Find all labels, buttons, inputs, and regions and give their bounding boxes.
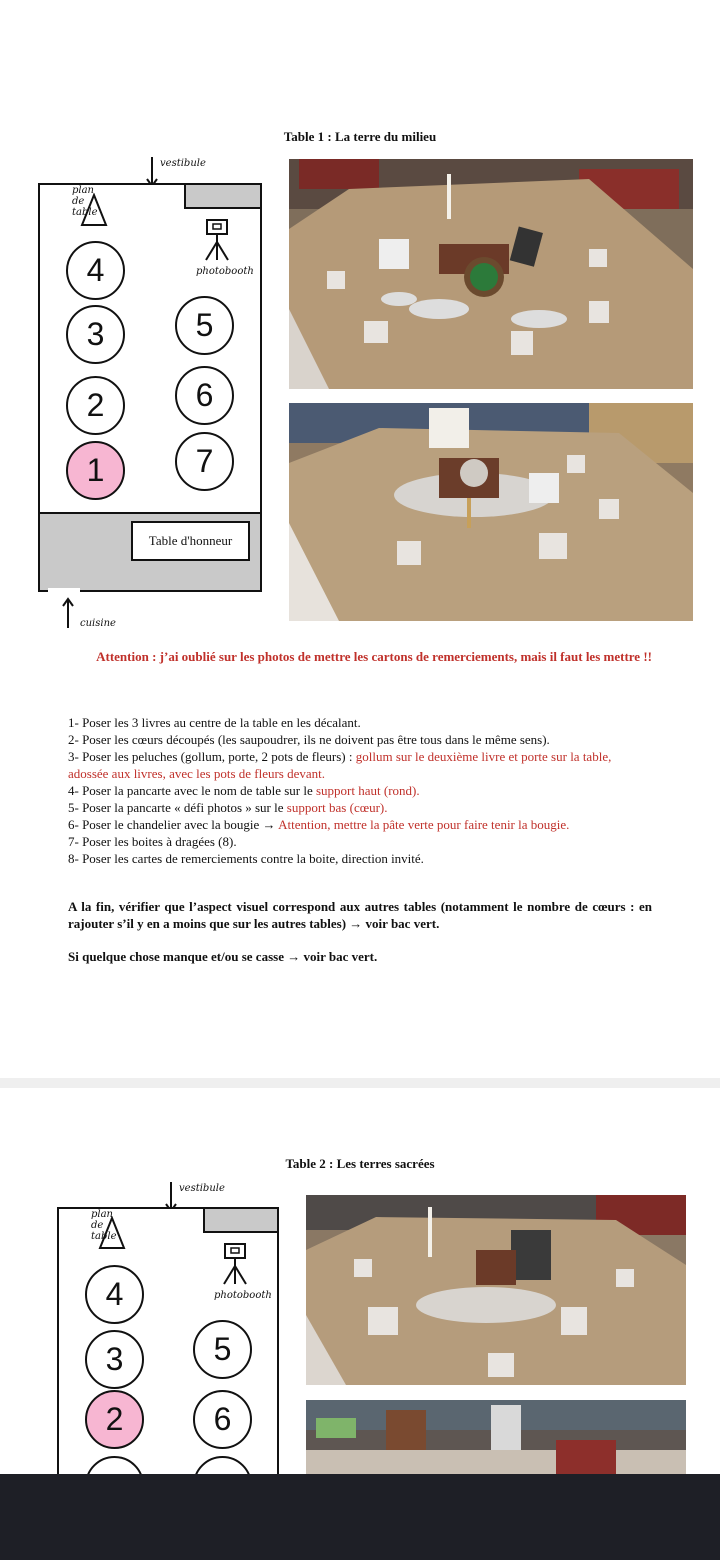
table-1-highlighted: 1: [66, 441, 125, 500]
table-5: 5: [175, 296, 234, 355]
instruction-step: [68, 850, 652, 867]
step-text: 3- Poser les peluches (gollum, porte, 2 pots de fleurs) :: [68, 749, 356, 764]
table-4: 4: [85, 1265, 144, 1324]
table-2: 2: [66, 376, 125, 435]
easel-triangle-icon: [80, 193, 108, 227]
page-title: Table 2 : Les terres sacrées: [285, 1156, 435, 1171]
missing-items-text: Si quelque chose manque et/ou se casse → voir bac vert.: [68, 949, 378, 964]
instruction-step: [68, 748, 652, 782]
document-page-2: [0, 1088, 720, 1474]
step-highlight: Attention, mettre la pâte verte pour faire tenir la bougie.: [278, 817, 570, 832]
step-text: 7- Poser les boites à dragées (8).: [68, 834, 237, 849]
table-4: 4: [66, 241, 125, 300]
instruction-step: [68, 782, 652, 799]
step-highlight: support haut (rond).: [315, 783, 420, 798]
instruction-step: [68, 799, 652, 816]
instruction-list: [68, 714, 652, 867]
step-text: 2- Poser les cœurs découpés (les saupoudrer, ils ne doivent pas être tous dans le même sens).: [68, 732, 550, 747]
photobooth-label: photobooth: [196, 266, 254, 277]
table-2-highlighted: 2: [85, 1390, 144, 1449]
table-3: 3: [66, 305, 125, 364]
instruction-step: [68, 714, 652, 731]
page-separator: [0, 1078, 720, 1088]
entrance-block: [184, 183, 262, 209]
instruction-step: [68, 833, 652, 850]
table-5: 5: [193, 1320, 252, 1379]
camera-tripod-icon: [202, 218, 232, 262]
instruction-step: [68, 731, 652, 748]
vestibule-label: vestibule: [160, 158, 206, 169]
vestibule-label: vestibule: [179, 1183, 225, 1194]
bottom-navigation-bar: [0, 1474, 720, 1560]
table-photo-1: [289, 159, 693, 389]
step-highlight: gollum sur le deuxième livre et porte sur la table, adossée aux livres, avec les pots de fleurs devant.: [68, 749, 612, 781]
step-highlight: support bas (cœur).: [286, 800, 388, 815]
arrow-up-icon: [60, 596, 76, 630]
table-honneur: Table d'honneur: [131, 521, 250, 561]
step-text: 5- Poser la pancarte « défi photos » sur le: [68, 800, 287, 815]
table-3: 3: [85, 1330, 144, 1389]
door-gap: [48, 588, 80, 592]
warning-text: Attention : j’ai oublié sur les photos de mettre les cartons de remerciements, mais il faut les mettre !!: [96, 649, 652, 664]
table-photo-1-image: [289, 159, 693, 389]
plan-de-table-label: plan de table: [91, 1209, 117, 1242]
step-text: 4- Poser la pancarte avec le nom de table sur le: [68, 783, 316, 798]
table-photo-2-image: [289, 403, 693, 621]
cuisine-label: cuisine: [80, 618, 116, 629]
final-check-text: A la fin, vérifier que l’aspect visuel correspond aux autres tables (notamment le nombre de cœurs : en rajouter s’il y en a moins que sur les autres tables) → voir bac vert.: [68, 899, 652, 931]
table-photo-2: [289, 403, 693, 621]
table-photo-4: [306, 1400, 686, 1474]
step-text: 6- Poser le chandelier avec la bougie →: [68, 817, 279, 832]
easel-triangle-icon: [98, 1216, 126, 1250]
plan-de-table-label: plan de table: [72, 185, 98, 218]
step-text: 1- Poser les 3 livres au centre de la table en les décalant.: [68, 715, 361, 730]
table-photo-3-image: [306, 1195, 686, 1385]
table-photo-3: [306, 1195, 686, 1385]
step-text: 8- Poser les cartes de remerciements contre la boite, direction invité.: [68, 851, 424, 866]
camera-tripod-icon: [220, 1242, 250, 1286]
table-photo-4-image: [306, 1400, 686, 1474]
entrance-block: [203, 1207, 279, 1233]
table-6: 6: [175, 366, 234, 425]
table-7: 7: [175, 432, 234, 491]
table-6: 6: [193, 1390, 252, 1449]
photobooth-label: photobooth: [214, 1290, 272, 1301]
page-title: Table 1 : La terre du milieu: [283, 129, 437, 144]
instruction-step: [68, 816, 652, 833]
